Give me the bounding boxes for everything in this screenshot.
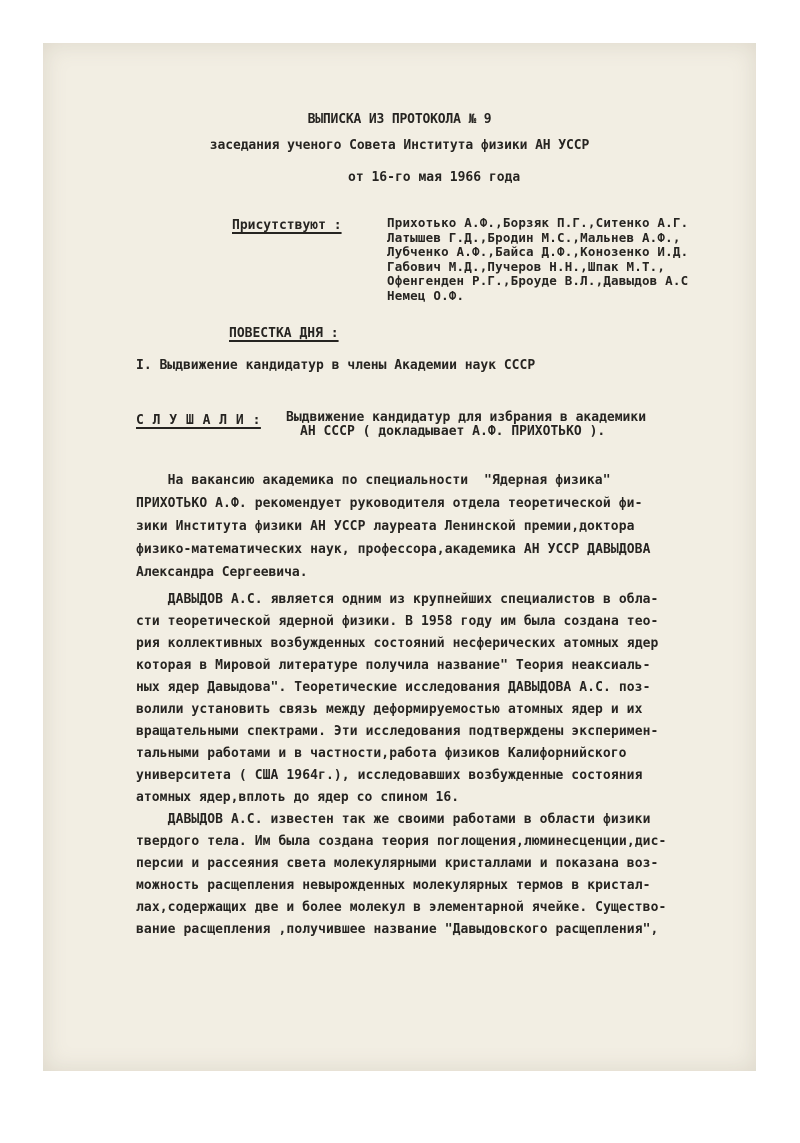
heard-label: С Л У Ш А Л И : xyxy=(136,413,261,428)
document-date: от 16-го мая 1966 года xyxy=(348,170,521,185)
present-line: Офенгенден Р.Г.,Броуде В.Л.,Давыдов А.С xyxy=(387,273,689,288)
present-label: Присутствуют : xyxy=(232,218,342,233)
paragraph-nuclear-physics xyxy=(136,589,756,809)
paragraph-line: зики Института физики АН УССР лауреата Ленинской премии,доктора xyxy=(136,519,635,534)
agenda-label: ПОВЕСТКА ДНЯ : xyxy=(229,326,339,341)
document-subtitle: заседания ученого Совета Института физики АН УССР xyxy=(209,138,590,153)
paragraph-line: вание расщепления ,получившее название "Давыдовского расщепления", xyxy=(136,922,659,937)
heard-line: Выдвижение кандидатур для избрания в академики xyxy=(286,410,647,425)
paragraph-recommendation xyxy=(136,469,756,584)
paragraph-line: университета ( США 1964г.), исследовавших возбужденные состояния xyxy=(136,768,643,783)
heard-line: АН СССР ( докладывает А.Ф. ПРИХОТЬКО ). xyxy=(300,424,606,439)
present-line: Габович М.Д.,Пучеров Н.Н.,Шпак М.Т., xyxy=(387,258,666,274)
paragraph-line: лах,содержащих две и более молекул в элементарной ячейке. Существо- xyxy=(136,900,667,915)
present-list xyxy=(387,216,756,303)
paragraph-line: На вакансию академика по специальности "Ядерная физика" xyxy=(136,473,611,488)
paragraph-line: ДАВЫДОВ А.С. известен так же своими работами в области физики xyxy=(136,812,651,827)
present-line: Немец О.Ф. xyxy=(387,287,465,303)
heard-text xyxy=(286,411,646,439)
present-line: Прихотько А.Ф.,Борзяк П.Г.,Ситенко А.Г. xyxy=(387,216,689,230)
document-title: ВЫПИСКА ИЗ ПРОТОКОЛА № 9 xyxy=(307,112,492,127)
paragraph-solid-state xyxy=(136,809,756,941)
paragraph-line: которая в Мировой литературе получила название" Теория неаксиаль- xyxy=(136,658,651,673)
paragraph-line: ПРИХОТЬКО А.Ф. рекомендует руководителя отдела теоретической фи- xyxy=(136,496,643,511)
present-line: Латышев Г.Д.,Бродин М.С.,Мальнев А.Ф., xyxy=(387,229,681,245)
document-page xyxy=(43,43,756,1071)
paragraph-line: персии и рассеяния света молекулярными кристаллами и показана воз- xyxy=(136,856,659,871)
paragraph-line: физико-математических наук, профессора,академика АН УССР ДАВЫДОВА xyxy=(136,542,651,557)
paragraph-line: можность расщепления невырожденных молекулярных термов в кристал- xyxy=(136,878,651,893)
present-line: Лубченко А.Ф.,Байса Д.Ф.,Конозенко И.Д. xyxy=(387,244,689,259)
paragraph-line: тальными работами и в частности,работа физиков Калифорнийского xyxy=(136,746,627,761)
paragraph-line: волили установить связь между деформируемостью атомных ядер и их xyxy=(136,702,643,717)
typed-protocol xyxy=(43,43,756,1071)
paragraph-line: ДАВЫДОВ А.С. является одним из крупнейших специалистов в обла- xyxy=(136,592,659,607)
paragraph-line: твердого тела. Им была создана теория поглощения,люминесценции,дис- xyxy=(136,834,667,849)
paragraph-line: ных ядер Давыдова". Теоретические исследования ДАВЫДОВА А.С. поз- xyxy=(136,680,651,695)
paragraph-line: атомных ядер,вплоть до ядер со спином 16. xyxy=(136,790,460,805)
paragraph-line: вращательными спектрами. Эти исследования подтверждены эксперимен- xyxy=(136,724,659,739)
paragraph-line: сти теоретической ядерной физики. В 1958 году им была создана тео- xyxy=(136,614,659,629)
paragraph-line: рия коллективных возбужденных состояний несферических атомных ядер xyxy=(136,636,659,651)
agenda-item: I. Выдвижение кандидатур в члены Академии наук СССР xyxy=(136,358,536,373)
paragraph-line: Александра Сергеевича. xyxy=(136,565,308,580)
